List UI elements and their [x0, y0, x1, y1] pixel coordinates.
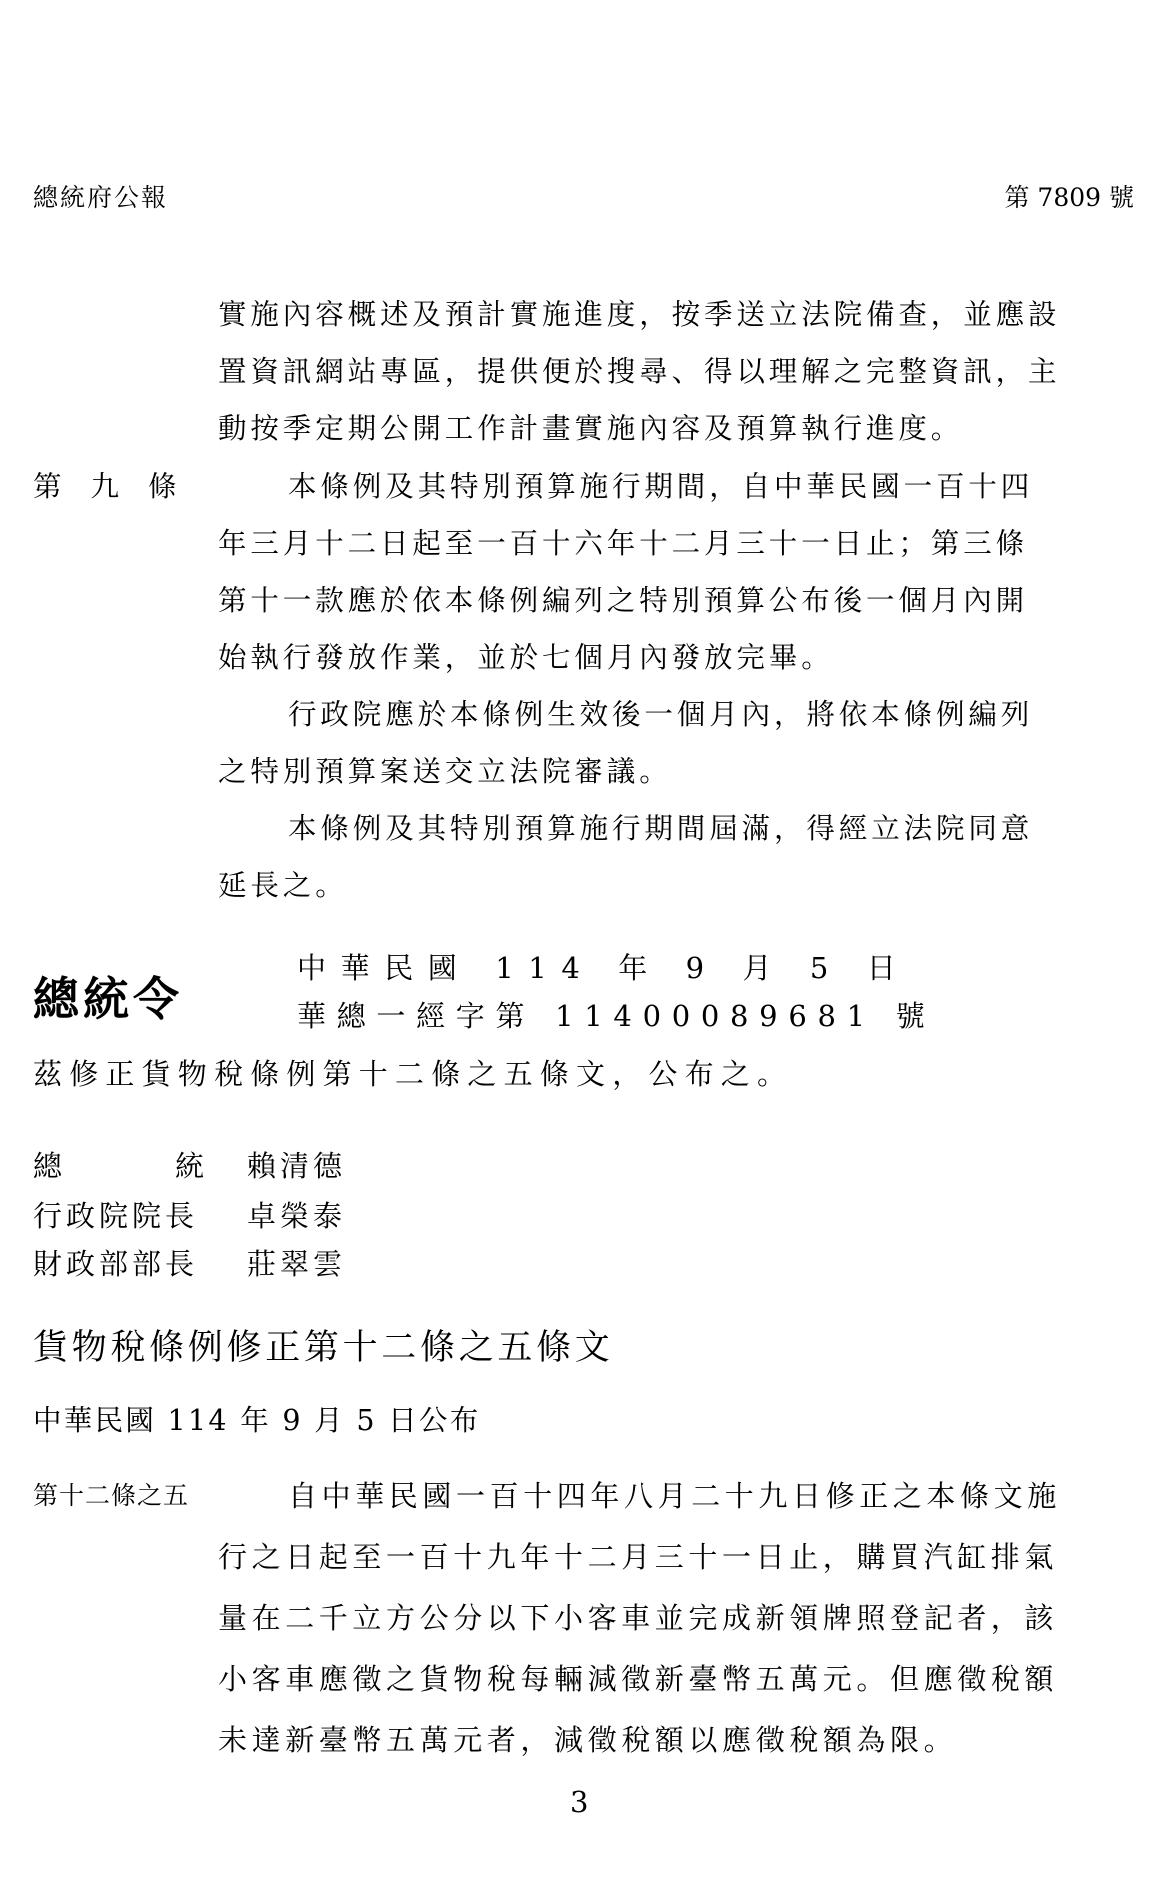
page-number: 3 — [570, 1785, 589, 1819]
text-line: 未達新臺幣五萬元者，減徵稅額以應徵稅額為限。 — [218, 1723, 958, 1757]
order-date: 中華民國 114 年 9 月 5 日 — [297, 951, 911, 985]
text-line: 行之日起至一百十九年十二月三十一日止，購買汽缸排氣 — [218, 1540, 1059, 1574]
signatory-title: 行政院院長 — [33, 1199, 199, 1233]
text-line: 量在二千立方公分以下小客車並完成新領牌照登記者，該 — [218, 1601, 1059, 1635]
text-line: 始執行發放作業，並於七個月內發放完畢。 — [218, 641, 834, 674]
issue-number: 第 7809 號 — [1004, 183, 1134, 212]
signatory-title: 總 — [33, 1149, 67, 1183]
law-amendment-title: 貨物稅條例修正第十二條之五條文 — [33, 1328, 614, 1368]
text-line: 置資訊網站專區，提供便於搜尋、得以理解之完整資訊，主 — [218, 355, 1061, 388]
presidential-order-title: 總統令 — [33, 972, 183, 1026]
text-line: 自中華民國一百十四年八月二十九日修正之本條文施 — [288, 1479, 1061, 1513]
article-12-5-label: 第十二條之五 — [33, 1481, 190, 1510]
text-line: 年三月十二日起至一百十六年十二月三十一日止；第三條 — [218, 527, 1029, 560]
text-line: 小客車應徵之貨物稅每輛減徵新臺幣五萬元。但應徵稅額 — [218, 1662, 1059, 1696]
order-number: 華總一經字第 11400089681 號 — [297, 999, 936, 1033]
promulgation-text: 茲修正貨物稅條例第十二條之五條文，公布之。 — [33, 1057, 794, 1091]
signatory-name: 莊翠雲 — [247, 1247, 347, 1281]
text-line: 本條例及其特別預算施行期間，自中華民國一百十四 — [288, 470, 1034, 503]
text-line: 行政院應於本條例生效後一個月內，將依本條例編列 — [288, 698, 1034, 731]
signatory-name: 賴清德 — [247, 1149, 347, 1183]
signatory-name: 卓榮泰 — [247, 1199, 347, 1233]
text-line: 延長之。 — [218, 869, 348, 902]
article-9-label: 第九條 — [33, 470, 206, 503]
text-line: 動按季定期公開工作計畫實施內容及預算執行進度。 — [218, 412, 964, 445]
article-12-5-body — [218, 1466, 1130, 1771]
text-line: 本條例及其特別預算施行期間屆滿，得經立法院同意 — [288, 812, 1034, 845]
continuation-paragraph — [218, 286, 1130, 457]
text-line: 實施內容概述及預計實施進度，按季送立法院備查，並應設 — [218, 298, 1061, 331]
signatory-title: 統 — [175, 1149, 209, 1183]
publication-title: 總統府公報 — [33, 183, 169, 212]
article-9-body — [218, 458, 1130, 914]
signatory-title: 財政部部長 — [33, 1247, 199, 1281]
text-line: 之特別預算案送交立法院審議。 — [218, 755, 672, 788]
law-promulgation-date: 中華民國 114 年 9 月 5 日公布 — [33, 1404, 481, 1437]
text-line: 第十一款應於依本條例編列之特別預算公布後一個月內開 — [218, 584, 1029, 617]
